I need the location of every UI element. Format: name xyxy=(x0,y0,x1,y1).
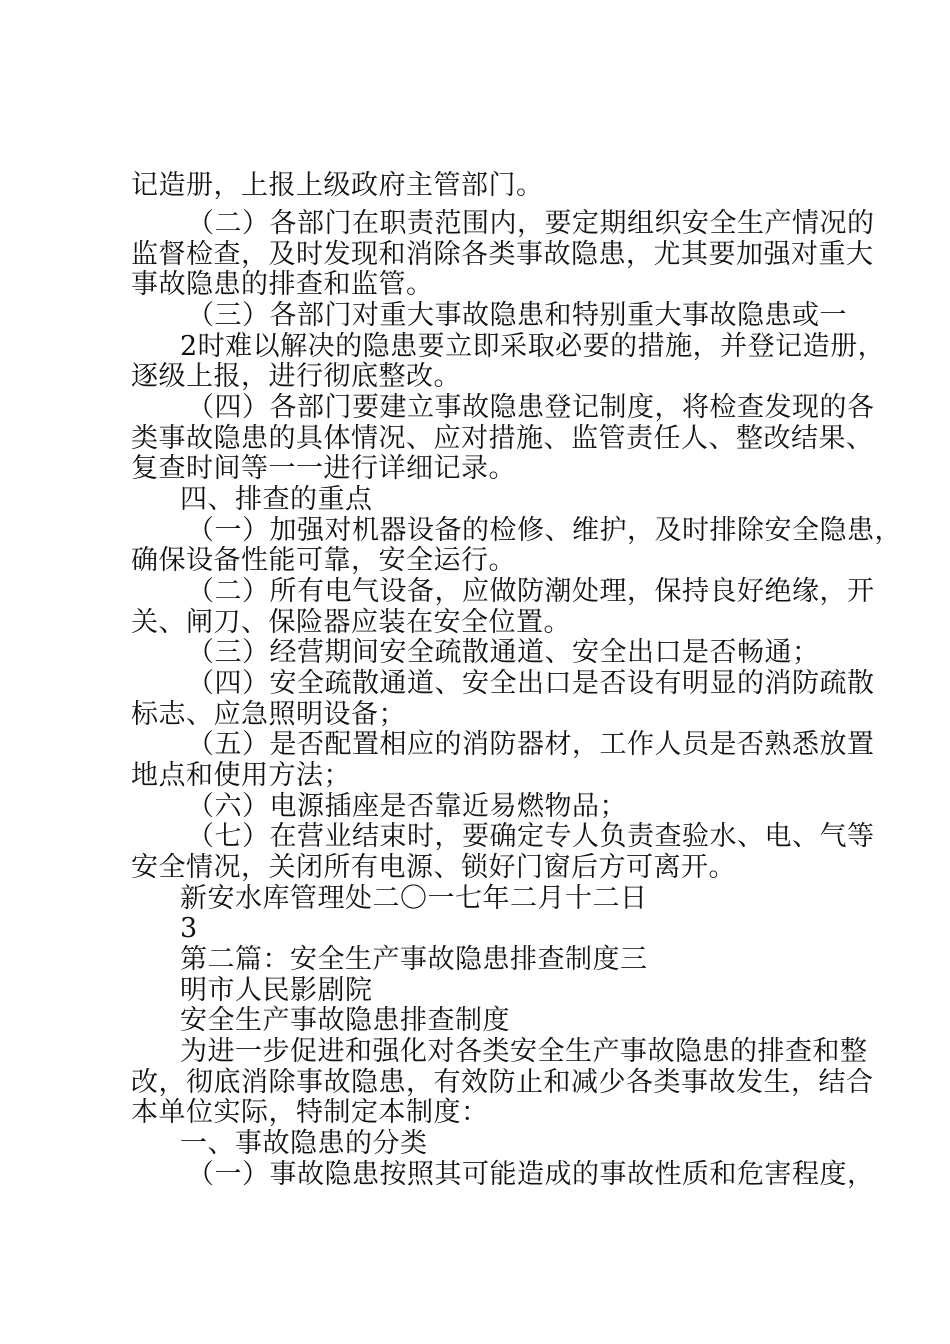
text-line: 关、闸刀、保险器应装在安全位置。 xyxy=(131,607,571,638)
text-line: （四）安全疏散通道、安全出口是否设有明显的消防疏散 xyxy=(187,668,875,699)
chapter-title: 第二篇：安全生产事故隐患排查制度三 xyxy=(180,944,648,975)
text-line: （一）加强对机器设备的检修、维护，及时排除安全隐患， xyxy=(187,515,902,546)
text-line: （三）经营期间安全疏散通道、安全出口是否畅通； xyxy=(187,637,820,668)
text-line: 改，彻底消除事故隐患，有效防止和减少各类事故发生，结合 xyxy=(131,1067,874,1098)
text-line: 为进一步促进和强化对各类安全生产事故隐患的排查和整 xyxy=(180,1036,868,1067)
text-line: 确保设备性能可靠，安全运行。 xyxy=(131,545,516,576)
text-line: 2时难以解决的隐患要立即采取必要的措施，并登记造册， xyxy=(180,331,886,362)
text-line: 本单位实际，特制定本制度： xyxy=(131,1097,489,1128)
text-line: （二）各部门在职责范围内，要定期组织安全生产情况的 xyxy=(187,208,875,239)
signature-date: 新安水库管理处二〇一七年二月十二日 xyxy=(180,883,648,914)
text-line: （三）各部门对重大事故隐患和特别重大事故隐患或一 xyxy=(187,300,847,331)
text-line: 逐级上报，进行彻底整改。 xyxy=(131,361,461,392)
text-line: 记造册，上报上级政府主管部门。 xyxy=(131,170,544,201)
text-line: （一）事故隐患按照其可能造成的事故性质和危害程度， xyxy=(187,1159,875,1190)
section-heading: 一、事故隐患的分类 xyxy=(180,1128,428,1159)
text-line: （六）电源插座是否靠近易燃物品； xyxy=(187,791,627,822)
text-line: 复查时间等一一进行详细记录。 xyxy=(131,453,516,484)
text-line: 标志、应急照明设备； xyxy=(131,699,406,730)
text-line: （二）所有电气设备，应做防潮处理，保持良好绝缘，开 xyxy=(187,576,875,607)
page-number: 3 xyxy=(180,913,198,944)
organization-name: 明市人民影剧院 xyxy=(180,975,373,1006)
text-line: 事故隐患的排查和监管。 xyxy=(131,269,434,300)
text-line: 安全情况，关闭所有电源、锁好门窗后方可离开。 xyxy=(131,852,736,883)
document-title: 安全生产事故隐患排查制度 xyxy=(180,1005,510,1036)
text-line: （四）各部门要建立事故隐患登记制度，将检查发现的各 xyxy=(187,392,875,423)
text-line: （五）是否配置相应的消防器材，工作人员是否熟悉放置 xyxy=(187,729,875,760)
text-line: 类事故隐患的具体情况、应对措施、监管责任人、整改结果、 xyxy=(131,423,874,454)
text-line: （七）在营业结束时，要确定专人负责查验水、电、气等 xyxy=(187,821,875,852)
section-heading: 四、排查的重点 xyxy=(180,484,373,515)
text-line: 地点和使用方法； xyxy=(131,760,351,791)
text-line: 监督检查，及时发现和消除各类事故隐患，尤其要加强对重大 xyxy=(131,239,874,270)
